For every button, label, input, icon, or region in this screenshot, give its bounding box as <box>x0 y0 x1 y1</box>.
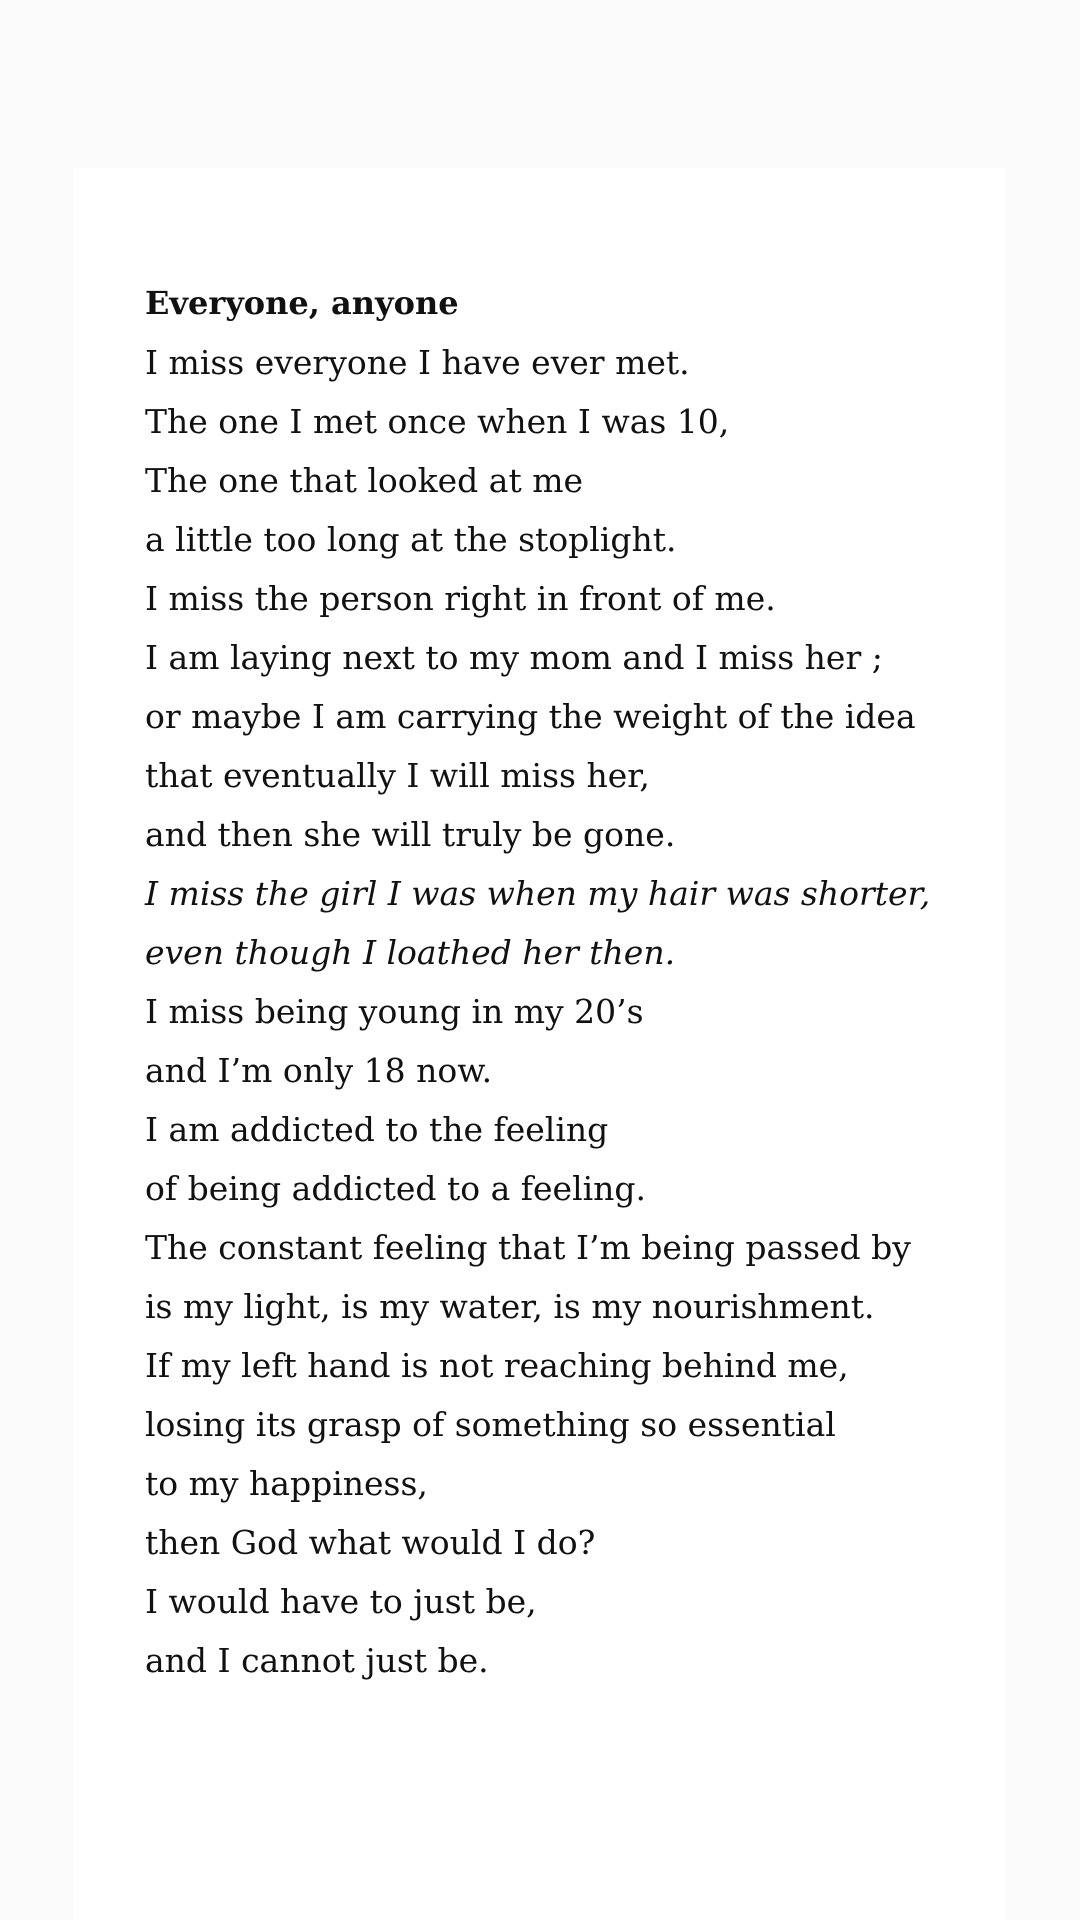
poem-line: I miss everyone I have ever met. <box>145 343 690 382</box>
poem-line: of being addicted to a feeling. <box>145 1169 647 1208</box>
poem-line: or maybe I am carrying the weight of the idea <box>145 697 916 736</box>
poem-line: I miss being young in my 20’s <box>145 992 644 1031</box>
poem-line: a little too long at the stoplight. <box>145 520 677 559</box>
poem-body <box>145 333 985 1690</box>
poem-line: to my happiness, <box>145 1464 428 1503</box>
poem-title: Everyone, anyone <box>145 284 459 322</box>
poem-line: The constant feeling that I’m being passed by <box>145 1228 911 1267</box>
document-page <box>73 168 1006 1920</box>
poem-line: I would have to just be, <box>145 1582 537 1621</box>
poem-line: The one I met once when I was 10, <box>145 402 730 441</box>
poem-line: losing its grasp of something so essential <box>145 1405 836 1444</box>
poem-line: that eventually I will miss her, <box>145 756 650 795</box>
poem-line: The one that looked at me <box>145 461 584 500</box>
poem-line: I am addicted to the feeling <box>145 1110 609 1149</box>
poem-line: and then she will truly be gone. <box>145 815 676 854</box>
poem-line: If my left hand is not reaching behind me, <box>145 1346 849 1385</box>
poem-line: and I’m only 18 now. <box>145 1051 493 1090</box>
poem-line-italic: I miss the girl I was when my hair was shorter, <box>145 874 931 913</box>
poem <box>145 274 985 1690</box>
poem-line: and I cannot just be. <box>145 1641 489 1680</box>
poem-line: then God what would I do? <box>145 1523 596 1562</box>
poem-line: I miss the person right in front of me. <box>145 579 776 618</box>
poem-line-italic: even though I loathed her then. <box>145 933 676 972</box>
poem-line: I am laying next to my mom and I miss her ; <box>145 638 883 677</box>
poem-line: is my light, is my water, is my nourishment. <box>145 1287 875 1326</box>
